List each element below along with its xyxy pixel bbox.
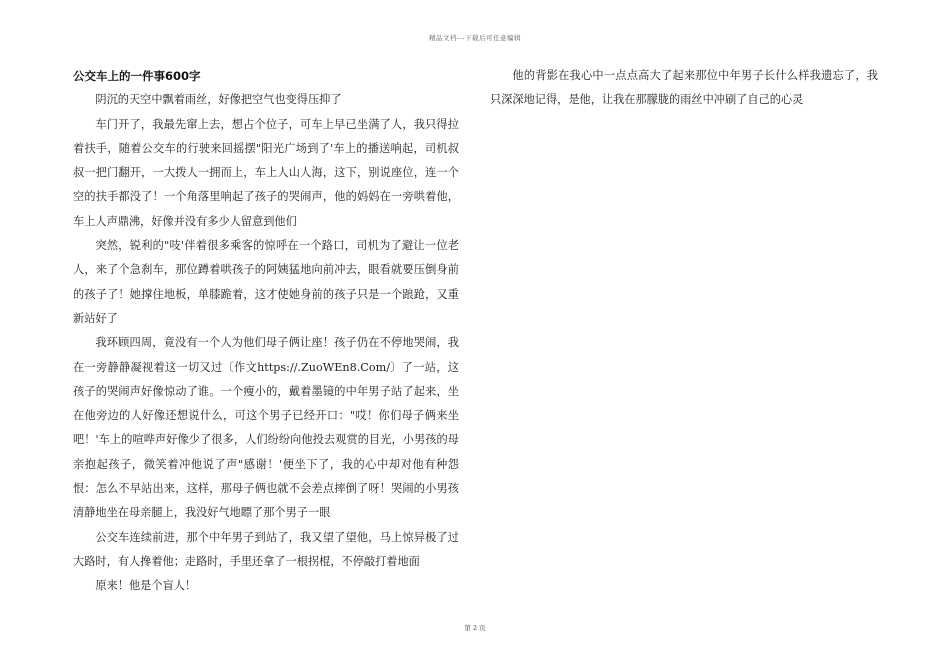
article-title: 公交车上的一件事600字 xyxy=(73,69,201,83)
right-column xyxy=(490,64,878,113)
paragraph: 他的背影在我心中一点点高大了起来那位中年男子长什么样我遗忘了，我只深深地记得，是他，让我在那朦胧的雨丝中冲刷了自己的心灵 xyxy=(490,69,878,107)
paragraph: 我环顾四周，竟没有一个人为他们母子俩让座！孩子仍在不停地哭闹，我在一旁静静凝视着这一切又过〔作文https://.ZuoWEn8.Com/〕了一站，这孩子的哭闹声好像惊动了谁。一个瘦小的，戴着墨镜的中年男子站了起来，坐在他旁边的人好像还想说什么，可这个男子已经开口："哎！你们母子俩来坐吧！'车上的喧哗声好像少了很多，人们纷纷向他投去观赏的目光，小男孩的母亲抱起孩子，微笑着冲他说了声"感谢！'便坐下了，我的心中却对他有种怨恨：怎么不早站出来，这样，那母子俩也就不会差点摔倒了呀！哭闹的小男孩清静地坐在母亲腿上，我没好气地瞟了那个男子一眼 xyxy=(73,336,459,520)
left-column xyxy=(73,64,459,599)
paragraph: 原来！他是个盲人！ xyxy=(95,579,197,593)
page-header: 精品文档---下载后可任意编辑 xyxy=(428,34,522,42)
paragraph: 阴沉的天空中飘着雨丝，好像把空气也变得压抑了 xyxy=(95,93,342,107)
page-number: 第 2 页 xyxy=(464,624,486,632)
paragraph: 突然，锐利的"吱'伴着很多乘客的惊呼在一个路口，司机为了避让一位老人，来了个急刹车，那位蹲着哄孩子的阿姨猛地向前冲去，眼看就要压倒身前的孩子了！她撑住地板，单膝跪着，这才使她身前的孩子只是一个踉跄，又重新站好了 xyxy=(73,239,459,325)
paragraph: 公交车连续前进，那个中年男子到站了，我又望了望他，马上惊异极了过大路时，有人搀着他；走路时，手里还拿了一根拐棍，不停敲打着地面 xyxy=(73,530,459,568)
paragraph: 车门开了，我最先窜上去，想占个位子，可车上早已坐满了人，我只得拉着扶手，随着公交车的行驶来回摇摆"阳光广场到了'车上的播送响起，司机叔叔一把门翻开，一大拨人一拥而上，车上人山人海，这下，别说座位，连一个空的扶手都没了！一个角落里响起了孩子的哭闹声，他的妈妈在一旁哄着他，车上人声鼎沸，好像并没有多少人留意到他们 xyxy=(73,117,459,228)
